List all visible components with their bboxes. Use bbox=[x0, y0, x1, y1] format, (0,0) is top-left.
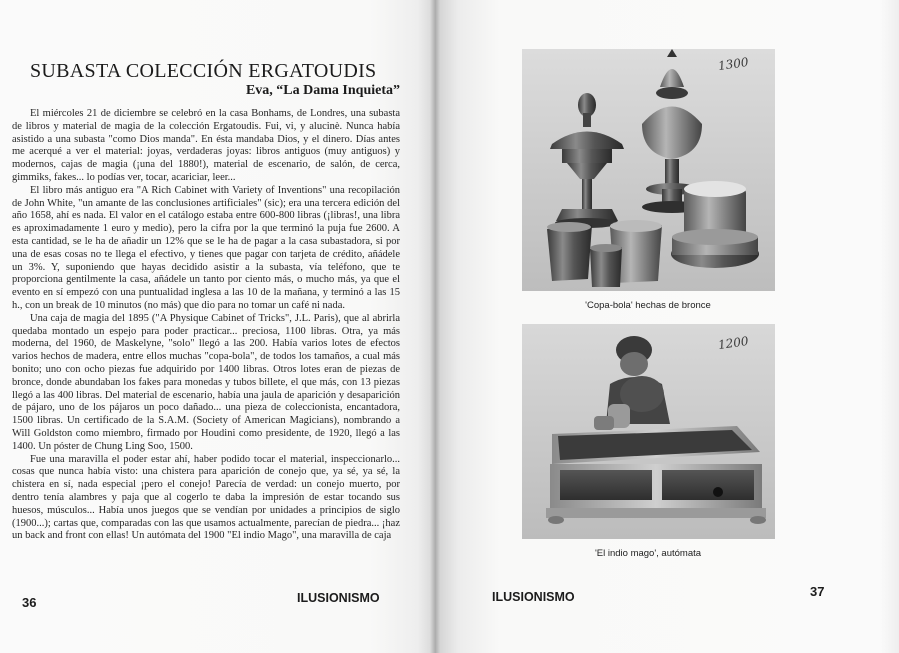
article-title: SUBASTA COLECCIÓN ERGATOUDIS bbox=[30, 60, 377, 82]
handwritten-price-2: 1200 bbox=[717, 333, 750, 353]
photo-indio-mago bbox=[522, 324, 775, 539]
handwritten-price-1: 1300 bbox=[717, 54, 750, 74]
body-paragraph: Una caja de magia del 1895 ("A Physique Cabinet of Tricks", J.L. Paris), que al abrirla quedaba montado un espejo para poder practicar... preciosa, 1100 libras. Otra, ya más moderna, del 1960, de Maskelyne, "solo" llegó a las 200. Había varios lotes de efectos varios hechos de madera, entre ellos muchas "copa-bola", de todos los tamaños, a cual más bonito; uno con ocho piezas fue adquirido por 1400 libras. Otros lotes eran de piezas de bronce, donde abundaban los fakes para monedas y tubos billete, el que más, con 13 piezas llegó a las 400 libras. Del material de escenario, había una jaula de aparición y desaparición de pájaro, uno de los pájaros un poco dañado... una pieza de coleccionista, encantadora, 1500 libras. Un certificado de la S.A.M. (Society of American Magicians), nombrando a Will Goldston como miembro, firmado por Houdini como presidente, de 1920, llegó a las 1400. Un póster de Chung Ling Soo, 1500. bbox=[12, 312, 400, 452]
photo-caption-copa-bola: 'Copa-bola' hechas de bronce bbox=[585, 300, 711, 311]
body-paragraph: Fue una maravilla el poder estar ahí, haber podido tocar el material, inspeccionarlo... cosas que nunca había visto: una chistera para aparición de conejo que, ya sé, ya sé, la chistera en sí, nada especial ¡pero el conejo! Parecía de verdad: un conejo muerto, por dentro tenía alambres y paja que al cogerlo te daba la impresión de estar tocando sus huesos, músculos... Había unos juegos que se vendían por unidades a principios de siglo (1900...); cartas que, comparadas con las que usamos actualmente, parecían de piedra... ¡haz un back and front con ellas! Un autómata del 1900 "El indio Mago", una maravilla de caja bbox=[12, 453, 400, 542]
article-author: Eva, “La Dama Inquieta” bbox=[245, 83, 400, 98]
body-paragraph: El libro más antiguo era "A Rich Cabinet with Variety of Inventions" una recopilación de John White, "un amante de las conclusiones artificiales" (sic); era una tercera edición del año 1658, ahí es nada. El valor en el catálogo estaba entre 600-800 libras (¡libras!, una libra es aproximadamente 1 euro y medio), pero la cifra por la que terminó la puja fue 2600. A esta cantidad, se le ha de añadir un 12% que se le ha de pagar a la casa subastadora, si por una de esas cosas no te llega el efectivo, y tienes que pagar con tarjeta de crédito, añádele un 3%. Y, suponiendo que hayas decidido asistir a la subasta, vía teléfono, que te proporciona gentilmente la casa, añádele un tanto por ciento más, o mucho más, ya que el evento en sí empezó con una puntualidad inglesa a las 10 de la mañana, y terminó a las 15 h., con un break de 10 minutos (no más) que dio para no tomar un café ni nada. bbox=[12, 184, 400, 311]
automaton-box bbox=[546, 426, 766, 524]
book-gutter bbox=[430, 0, 440, 653]
running-head-right: ILUSIONISMO bbox=[492, 590, 575, 604]
photo-caption-indio-mago: 'El indio mago', autómata bbox=[594, 548, 702, 559]
page-number-right: 37 bbox=[810, 584, 825, 599]
article-body bbox=[12, 108, 400, 586]
left-page bbox=[0, 0, 435, 653]
photo-copa-bola bbox=[522, 49, 775, 291]
bronze-box-right bbox=[671, 181, 759, 268]
body-paragraph: El miércoles 21 de diciembre se celebró en la casa Bonhams, de Londres, una subasta de libros y material de magia de la colección Ergatoudis. Fui, vi, y alucinè. Nunca había asistido a una subasta "como Dios manda". En ésta mandaba Dios, y el dinero. Días antes me acerqué a ver el material: joyas, verdaderas joyas: libros antiguos (muy antiguos) y modernos, cajas de magia (¡una del 1880!), material de escenario, de salón, de cerca, gimmiks, fakes... lo podías ver, tocar, acariciar, leer... bbox=[12, 108, 400, 183]
running-head-left: ILUSIONISMO bbox=[297, 591, 380, 605]
page-number-left: 36 bbox=[22, 595, 37, 610]
